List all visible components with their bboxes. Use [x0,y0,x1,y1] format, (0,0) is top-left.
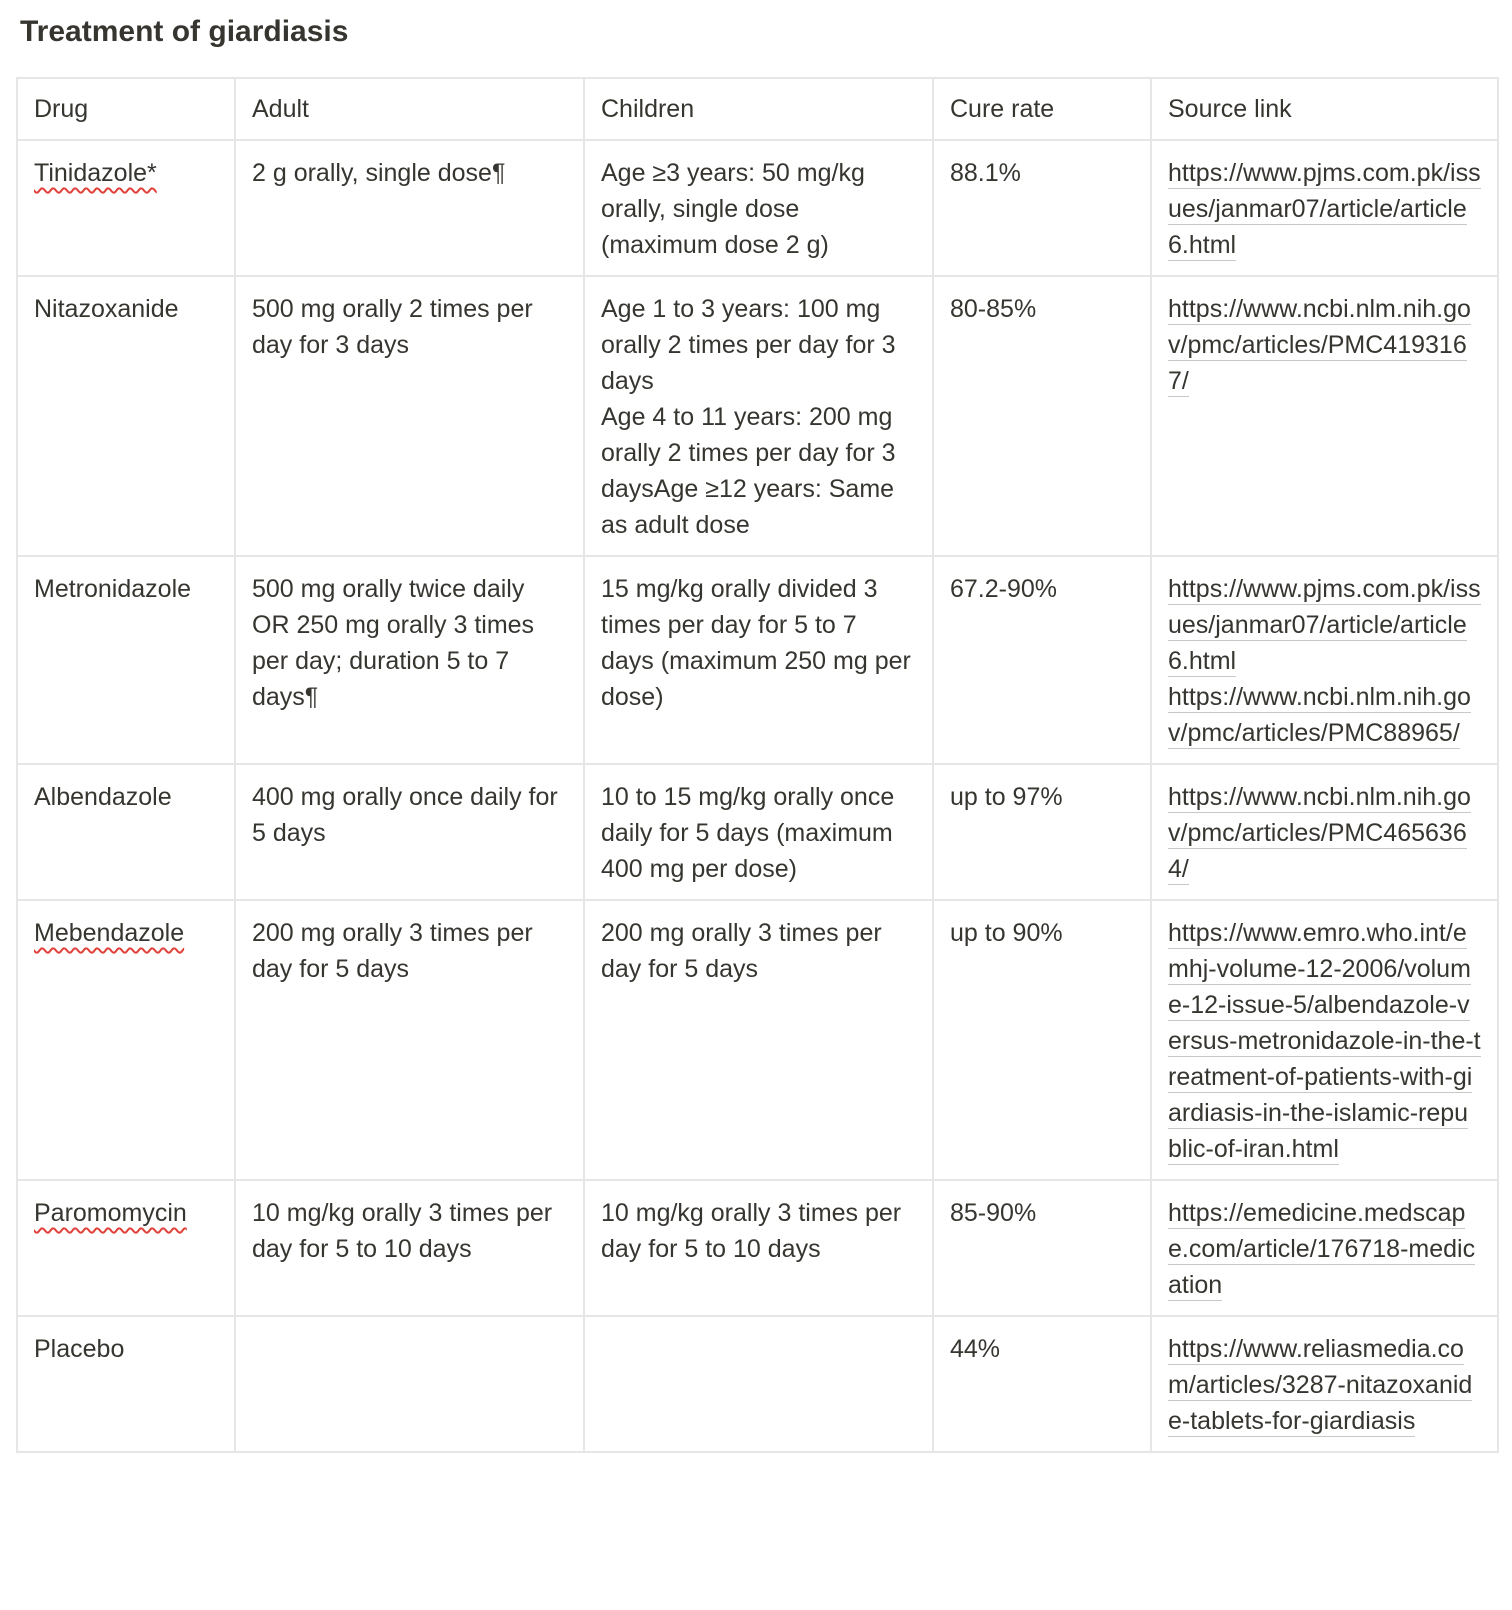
adult-dose: 500 mg orally twice daily OR 250 mg orally 3 times per day; duration 5 to 7 days¶ [252,575,535,711]
children-dose-cell[interactable] [584,764,933,900]
source-link-cell [1151,900,1498,1180]
table-row [17,764,1498,900]
source-link[interactable]: https://www.pjms.com.pk/issues/janmar07/article/article6.html [1168,575,1481,675]
cure-rate: 85-90% [950,1199,1037,1227]
column-header-children[interactable]: Children [584,78,933,140]
children-dose-cell[interactable] [584,556,933,764]
source-link[interactable]: https://www.reliasmedia.com/articles/3287-nitazoxanide-tablets-for-giardiasis [1168,1335,1473,1435]
adult-dose: 400 mg orally once daily for 5 days [252,783,558,847]
cure-rate: 67.2-90% [950,575,1058,603]
adult-dose: 2 g orally, single dose¶ [252,159,506,187]
cure-rate: 80-85% [950,295,1037,323]
children-dose: 10 to 15 mg/kg orally once daily for 5 days (maximum 400 mg per dose) [601,783,895,883]
drug-cell[interactable] [17,900,235,1180]
children-dose-cell[interactable] [584,1316,933,1452]
table-row [17,1316,1498,1452]
adult-dose-cell[interactable] [235,140,584,276]
table-row [17,140,1498,276]
source-link[interactable]: https://www.pjms.com.pk/issues/janmar07/article/article6.html [1168,159,1481,259]
source-link[interactable]: https://www.ncbi.nlm.nih.gov/pmc/articles/PMC4656364/ [1168,783,1471,883]
children-dose-cell[interactable] [584,140,933,276]
source-link-cell [1151,1180,1498,1316]
drug-name: Albendazole [34,783,172,811]
adult-dose-cell[interactable] [235,1316,584,1452]
cure-rate: 88.1% [950,159,1021,187]
column-header-adult[interactable]: Adult [235,78,584,140]
drug-cell[interactable] [17,1180,235,1316]
cure-rate-cell[interactable] [933,1316,1151,1452]
source-link[interactable]: https://emedicine.medscape.com/article/176718-medication [1168,1199,1476,1299]
cure-rate-cell[interactable] [933,276,1151,556]
drug-cell[interactable] [17,140,235,276]
cure-rate-cell[interactable] [933,900,1151,1180]
adult-dose: 200 mg orally 3 times per day for 5 days [252,919,533,983]
source-link[interactable]: https://www.ncbi.nlm.nih.gov/pmc/articles/PMC88965/ [1168,683,1471,747]
adult-dose-cell[interactable] [235,1180,584,1316]
source-link-cell [1151,140,1498,276]
children-dose: 200 mg orally 3 times per day for 5 days [601,919,882,983]
source-link[interactable]: https://www.ncbi.nlm.nih.gov/pmc/articles/PMC4193167/ [1168,295,1471,395]
adult-dose-cell[interactable] [235,900,584,1180]
table-row [17,556,1498,764]
children-dose: 15 mg/kg orally divided 3 times per day for 5 to 7 days (maximum 250 mg per dose) [601,575,911,711]
column-header-source-link[interactable]: Source link [1151,78,1498,140]
children-dose-cell[interactable] [584,900,933,1180]
table-row [17,900,1498,1180]
drug-name: Placebo [34,1335,125,1363]
drug-cell[interactable] [17,764,235,900]
children-dose-cell[interactable] [584,1180,933,1316]
children-dose-cell[interactable] [584,276,933,556]
drug-name: Tinidazole* [34,159,157,187]
source-link[interactable]: https://www.emro.who.int/emhj-volume-12-2006/volume-12-issue-5/albendazole-versus-metronidazole-in-the-treatment-of-patients-with-giardiasis-in-the-islamic-republic-of-iran.html [1168,919,1481,1163]
adult-dose-cell[interactable] [235,276,584,556]
cure-rate-cell[interactable] [933,140,1151,276]
cure-rate: 44% [950,1335,1001,1363]
drug-cell[interactable] [17,1316,235,1452]
table-row [17,1180,1498,1316]
cure-rate-cell[interactable] [933,1180,1151,1316]
children-dose: Age ≥3 years: 50 mg/kg orally, single dose (maximum dose 2 g) [601,159,865,259]
drug-cell[interactable] [17,556,235,764]
drug-cell[interactable] [17,276,235,556]
drug-name: Mebendazole [34,919,185,947]
source-link-cell [1151,764,1498,900]
adult-dose-cell[interactable] [235,764,584,900]
children-dose: 10 mg/kg orally 3 times per day for 5 to 10 days [601,1199,902,1263]
adult-dose: 10 mg/kg orally 3 times per day for 5 to 10 days [252,1199,553,1263]
cure-rate-cell[interactable] [933,556,1151,764]
cure-rate: up to 90% [950,919,1063,947]
drug-name: Nitazoxanide [34,295,179,323]
column-header-cure-rate[interactable]: Cure rate [933,78,1151,140]
drug-name: Metronidazole [34,575,192,603]
source-link-cell [1151,276,1498,556]
source-link-cell [1151,556,1498,764]
column-header-drug[interactable]: Drug [17,78,235,140]
adult-dose: 500 mg orally 2 times per day for 3 days [252,295,533,359]
source-link-cell [1151,1316,1498,1452]
table-row [17,276,1498,556]
adult-dose-cell[interactable] [235,556,584,764]
cure-rate-cell[interactable] [933,764,1151,900]
drug-name: Paromomycin [34,1199,187,1227]
page-title: Treatment of giardiasis [20,15,349,48]
treatment-table [16,77,1499,1453]
children-dose: Age 1 to 3 years: 100 mg orally 2 times per day for 3 days Age 4 to 11 years: 200 mg orally 2 times per day for 3 daysAge ≥12 years: Same as adult dose [601,295,896,539]
cure-rate: up to 97% [950,783,1063,811]
table-header-row [17,78,1498,140]
